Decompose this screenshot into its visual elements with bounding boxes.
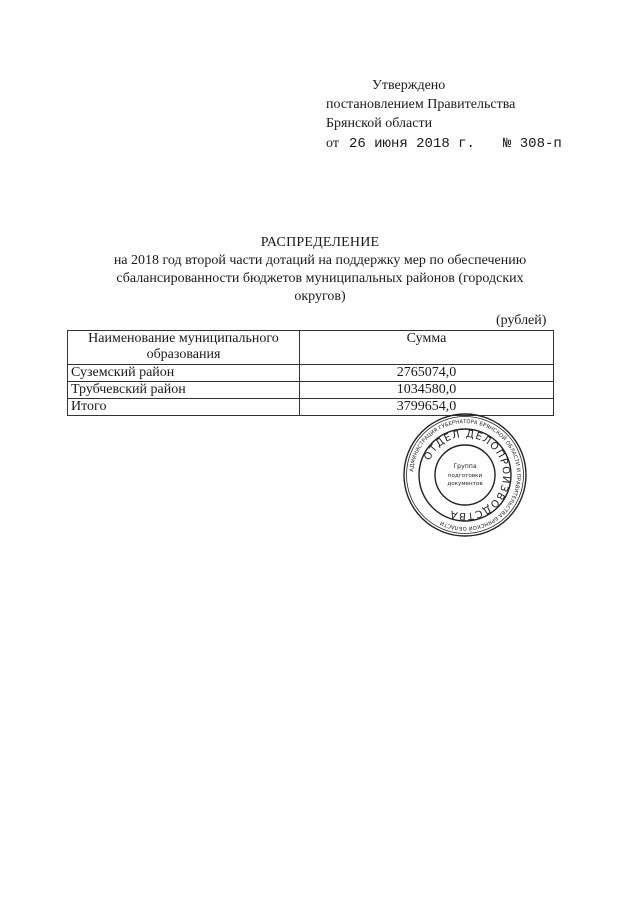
distribution-table — [67, 330, 554, 416]
decree-line — [326, 134, 562, 154]
unit-label: (рублей) — [496, 313, 547, 328]
stamp-seal-icon — [402, 412, 528, 538]
table-row — [68, 382, 554, 399]
row-amount: 1034580,0 — [300, 382, 554, 399]
total-name: Итого — [68, 399, 300, 416]
title-line-2: сбалансированности бюджетов муниципальных районов (городских — [116, 271, 524, 286]
table-header-row — [68, 331, 554, 365]
document-title — [60, 234, 580, 306]
title-line-1: на 2018 год второй части дотаций на поддержку мер по обеспечению — [113, 253, 527, 268]
decree-date: 26 июня 2018 г. — [348, 136, 475, 152]
svg-text:Группа: Группа — [453, 463, 477, 470]
header-name: Наименование муниципального образования — [68, 331, 300, 365]
title-line-3: округов) — [294, 289, 346, 304]
svg-text:документов: документов — [447, 481, 483, 487]
office-stamp — [402, 412, 528, 538]
svg-text:подготовки: подготовки — [447, 473, 483, 479]
approval-block — [326, 76, 562, 154]
decree-number: № 308-п — [502, 136, 562, 152]
header-amount: Сумма — [300, 331, 554, 365]
table-row — [68, 365, 554, 382]
row-name: Суземский район — [68, 365, 300, 382]
stamp-inner-text: ОТДЕЛ ДЕЛОПРОИЗВОДСТВА — [422, 428, 512, 522]
approved-by-line: постановлением Правительства — [326, 97, 516, 112]
row-name: Трубчевский район — [68, 382, 300, 399]
total-amount: 3799654,0 — [300, 399, 554, 416]
row-amount: 2765074,0 — [300, 365, 554, 382]
stamp-outer-text: АДМИНИСТРАЦИЯ ГУБЕРНАТОРА БРЯНСКОЙ ОБЛАСТИ И ПРАВИТЕЛЬСТВА БРЯНСКОЙ ОБЛАСТИ — [409, 418, 522, 532]
region-line: Брянской области — [326, 116, 433, 131]
title-heading: РАСПРЕДЕЛЕНИЕ — [260, 235, 380, 250]
approved-label: Утверждено — [372, 78, 446, 93]
from-label: от — [326, 136, 339, 151]
